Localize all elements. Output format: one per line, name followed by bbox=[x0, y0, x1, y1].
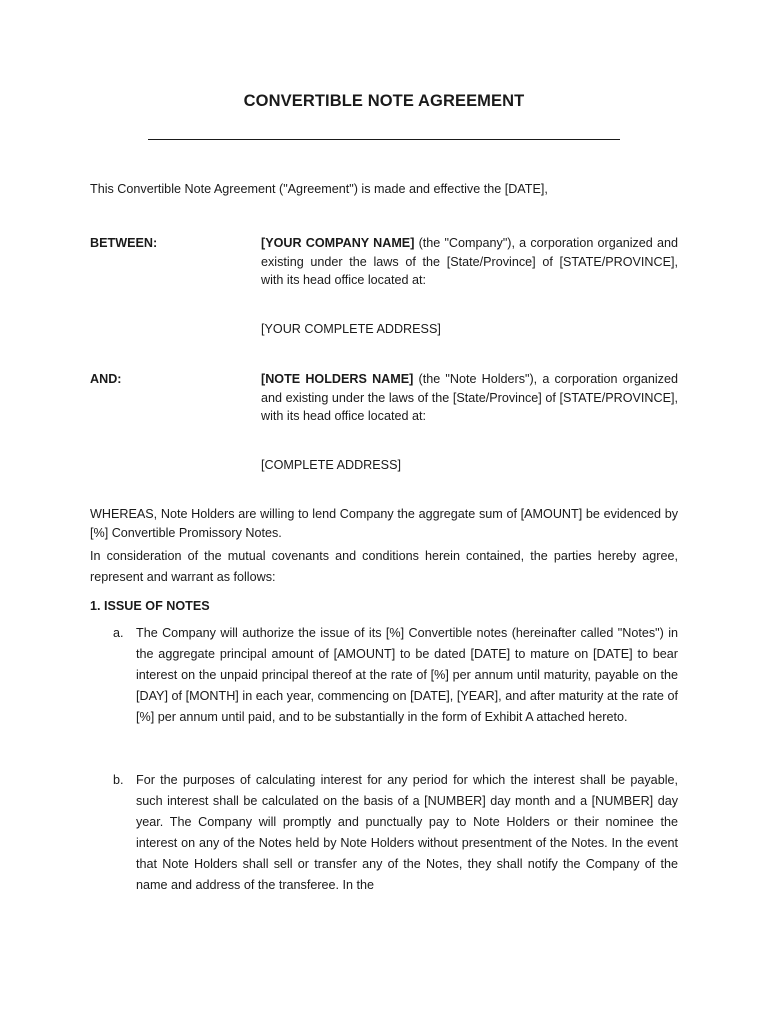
list-item-text: For the purposes of calculating interest for any period for which the interest shall be payable, such interest shall be calculated on the basis of a [NUMBER] day month and a [NUMBER] day year. The Company will promptly and punctually pay to Note Holders or their nominee the interest on any of the Notes held by Note Holders without presentment of the Notes. In the event that Note Holders shall sell or transfer any of the Notes, they shall notify the Company of the name and address of the transferee. In the bbox=[136, 773, 678, 892]
company-name: [YOUR COMPANY NAME] bbox=[261, 236, 415, 250]
company-address: [YOUR COMPLETE ADDRESS] bbox=[261, 322, 441, 336]
between-label: BETWEEN: bbox=[90, 236, 158, 250]
holder-description: (the "Note Holders"), a corporation organized and existing under the laws of the [State/Province] of [STATE/PROVINCE], with its head office located at: bbox=[261, 372, 678, 423]
section-heading-issue-of-notes: 1. ISSUE OF NOTES bbox=[90, 599, 210, 613]
holder-party-block bbox=[261, 370, 678, 426]
title-underline bbox=[148, 139, 620, 140]
company-description: (the "Company"), a corporation organized and existing under the laws of the [State/Province] of [STATE/PROVINCE], with its head office located at: bbox=[261, 236, 678, 287]
holder-name: [NOTE HOLDERS NAME] bbox=[261, 372, 414, 386]
company-party-block bbox=[261, 234, 678, 290]
list-item-marker: a. bbox=[113, 626, 124, 640]
consideration-paragraph: In consideration of the mutual covenants and conditions herein contained, the parties hereby agree, represent and warrant as follows: bbox=[90, 549, 678, 584]
intro-paragraph: This Convertible Note Agreement ("Agreement") is made and effective the [DATE], bbox=[90, 182, 548, 196]
document-title: CONVERTIBLE NOTE AGREEMENT bbox=[243, 92, 525, 110]
list-item-text: The Company will authorize the issue of its [%] Convertible notes (hereinafter called "Notes") in the aggregate principal amount of [AMOUNT] to be dated [DATE] to mature on [DATE] to bear interest on the unpaid principal thereof at the rate of [%] per annum until maturity, payable on the [DAY] of [MONTH] in each year, commencing on [DATE], [YEAR], and after maturity at the rate of [%] per annum until paid, and to be substantially in the form of Exhibit A attached hereto. bbox=[136, 626, 678, 724]
and-label: AND: bbox=[90, 372, 122, 386]
holder-address: [COMPLETE ADDRESS] bbox=[261, 458, 401, 472]
list-item-marker: b. bbox=[113, 773, 124, 787]
whereas-paragraph: WHEREAS, Note Holders are willing to lend Company the aggregate sum of [AMOUNT] be evidenced by [%] Convertible Promissory Notes. bbox=[90, 507, 678, 540]
